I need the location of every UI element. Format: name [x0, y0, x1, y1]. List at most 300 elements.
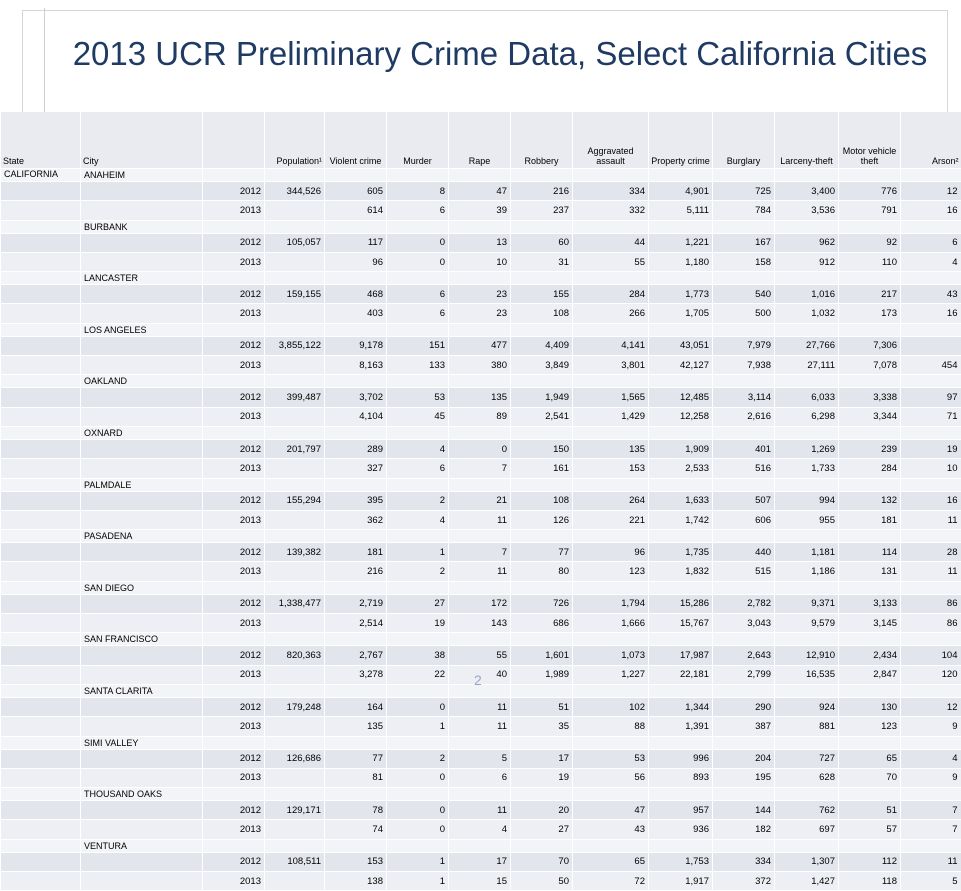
state-cell: [1, 768, 81, 787]
value-cell: 108: [511, 304, 573, 323]
empty-cell: [775, 839, 839, 852]
table-row: [1, 252, 961, 271]
year-cell: 2012: [203, 336, 265, 355]
empty-cell: [387, 478, 449, 491]
value-cell: 614: [325, 201, 387, 220]
empty-cell: [573, 323, 649, 336]
state-cell: [1, 285, 81, 304]
empty-cell: [387, 788, 449, 801]
year-cell: 2013: [203, 304, 265, 323]
table-header-row: [1, 112, 961, 169]
year-cell: 2013: [203, 872, 265, 891]
value-cell: 0: [387, 801, 449, 820]
empty-cell: [511, 530, 573, 543]
city-cell: [81, 872, 203, 891]
value-cell: [265, 304, 325, 323]
value-cell: [265, 407, 325, 426]
value-cell: 11: [901, 510, 961, 529]
value-cell: 86: [901, 594, 961, 613]
city-name-cell: SIMI VALLEY: [81, 736, 203, 749]
value-cell: 1: [387, 852, 449, 871]
empty-cell: [901, 633, 961, 646]
value-cell: 912: [775, 252, 839, 271]
value-cell: 40: [449, 665, 511, 684]
city-cell: [81, 594, 203, 613]
empty-cell: [573, 839, 649, 852]
empty-cell: [203, 839, 265, 852]
empty-cell: [901, 272, 961, 285]
value-cell: 0: [387, 768, 449, 787]
empty-cell: [775, 530, 839, 543]
header-year: [203, 112, 265, 169]
year-cell: 2012: [203, 491, 265, 510]
value-cell: 1,832: [649, 562, 713, 581]
empty-cell: [649, 426, 713, 439]
empty-cell: [775, 272, 839, 285]
value-cell: 19: [901, 439, 961, 458]
city-cell: [81, 820, 203, 839]
value-cell: 0: [387, 233, 449, 252]
value-cell: 468: [325, 285, 387, 304]
empty-cell: [573, 633, 649, 646]
value-cell: 114: [839, 543, 901, 562]
value-cell: 1,601: [511, 646, 573, 665]
value-cell: 139,382: [265, 543, 325, 562]
empty-cell: [649, 272, 713, 285]
value-cell: 195: [713, 768, 775, 787]
year-cell: 2013: [203, 717, 265, 736]
empty-cell: [387, 272, 449, 285]
year-cell: 2012: [203, 697, 265, 716]
value-cell: 13: [449, 233, 511, 252]
city-cell: [81, 665, 203, 684]
value-cell: [265, 872, 325, 891]
empty-cell: [511, 633, 573, 646]
empty-cell: [265, 323, 325, 336]
value-cell: 6: [387, 459, 449, 478]
value-cell: 92: [839, 233, 901, 252]
value-cell: [265, 356, 325, 375]
city-cell: [81, 304, 203, 323]
empty-cell: [713, 530, 775, 543]
city-cell: [81, 285, 203, 304]
state-cell: [1, 336, 81, 355]
value-cell: 2: [387, 749, 449, 768]
value-cell: 77: [511, 543, 573, 562]
value-cell: 372: [713, 872, 775, 891]
state-cell: [1, 633, 81, 646]
value-cell: 112: [839, 852, 901, 871]
value-cell: 1: [387, 717, 449, 736]
empty-cell: [775, 426, 839, 439]
empty-cell: [901, 788, 961, 801]
city-name-row: [1, 272, 961, 285]
value-cell: 151: [387, 336, 449, 355]
value-cell: 39: [449, 201, 511, 220]
value-cell: 16: [901, 201, 961, 220]
year-cell: 2012: [203, 439, 265, 458]
value-cell: 697: [775, 820, 839, 839]
value-cell: 6: [901, 233, 961, 252]
empty-cell: [649, 788, 713, 801]
empty-cell: [839, 375, 901, 388]
value-cell: 131: [839, 562, 901, 581]
value-cell: 380: [449, 356, 511, 375]
value-cell: 7,306: [839, 336, 901, 355]
value-cell: 133: [387, 356, 449, 375]
value-cell: 3,344: [839, 407, 901, 426]
value-cell: 11: [449, 801, 511, 820]
empty-cell: [387, 375, 449, 388]
value-cell: 3,043: [713, 614, 775, 633]
value-cell: 9,579: [775, 614, 839, 633]
city-name-cell: LOS ANGELES: [81, 323, 203, 336]
value-cell: 9,371: [775, 594, 839, 613]
value-cell: 167: [713, 233, 775, 252]
table-row: [1, 439, 961, 458]
value-cell: 4: [901, 749, 961, 768]
city-cell: [81, 717, 203, 736]
city-cell: [81, 749, 203, 768]
header-robbery: Robbery: [511, 112, 573, 169]
value-cell: [265, 717, 325, 736]
empty-cell: [387, 323, 449, 336]
empty-cell: [573, 375, 649, 388]
empty-cell: [449, 323, 511, 336]
value-cell: 1,073: [573, 646, 649, 665]
value-cell: 104: [901, 646, 961, 665]
state-cell: [1, 581, 81, 594]
empty-cell: [387, 633, 449, 646]
state-cell: [1, 182, 81, 201]
empty-cell: [839, 530, 901, 543]
value-cell: 266: [573, 304, 649, 323]
empty-cell: [573, 788, 649, 801]
value-cell: 102: [573, 697, 649, 716]
decorative-divider: [44, 8, 45, 128]
value-cell: 0: [387, 820, 449, 839]
year-cell: 2013: [203, 562, 265, 581]
empty-cell: [901, 839, 961, 852]
value-cell: [901, 336, 961, 355]
empty-cell: [713, 839, 775, 852]
empty-cell: [449, 375, 511, 388]
value-cell: 10: [901, 459, 961, 478]
value-cell: 129,171: [265, 801, 325, 820]
value-cell: 22,181: [649, 665, 713, 684]
empty-cell: [511, 272, 573, 285]
table-row: [1, 285, 961, 304]
value-cell: 776: [839, 182, 901, 201]
value-cell: 1,181: [775, 543, 839, 562]
city-cell: [81, 233, 203, 252]
value-cell: 5: [901, 872, 961, 891]
table-row: [1, 852, 961, 871]
empty-cell: [901, 684, 961, 697]
value-cell: 3,145: [839, 614, 901, 633]
empty-cell: [713, 323, 775, 336]
value-cell: 164: [325, 697, 387, 716]
value-cell: 2: [387, 562, 449, 581]
value-cell: 440: [713, 543, 775, 562]
empty-cell: [265, 375, 325, 388]
state-cell: [1, 788, 81, 801]
city-name-row: [1, 788, 961, 801]
value-cell: 881: [775, 717, 839, 736]
state-cell: [1, 614, 81, 633]
empty-cell: [713, 375, 775, 388]
city-name-cell: SAN DIEGO: [81, 581, 203, 594]
value-cell: 71: [901, 407, 961, 426]
value-cell: 4: [901, 252, 961, 271]
value-cell: 15: [449, 872, 511, 891]
state-cell: [1, 407, 81, 426]
empty-cell: [573, 581, 649, 594]
empty-cell: [775, 323, 839, 336]
value-cell: 1,186: [775, 562, 839, 581]
value-cell: 2,719: [325, 594, 387, 613]
city-name-cell: PASADENA: [81, 530, 203, 543]
state-cell: [1, 375, 81, 388]
year-cell: 2012: [203, 182, 265, 201]
value-cell: 6: [449, 768, 511, 787]
value-cell: 16: [901, 491, 961, 510]
value-cell: 144: [713, 801, 775, 820]
empty-cell: [449, 272, 511, 285]
value-cell: 4: [387, 510, 449, 529]
value-cell: 173: [839, 304, 901, 323]
value-cell: 7: [449, 543, 511, 562]
year-cell: 2012: [203, 233, 265, 252]
header-state: State: [1, 112, 81, 169]
value-cell: 1,391: [649, 717, 713, 736]
value-cell: 2,541: [511, 407, 573, 426]
empty-cell: [265, 633, 325, 646]
year-cell: 2013: [203, 820, 265, 839]
value-cell: 138: [325, 872, 387, 891]
value-cell: 1,633: [649, 491, 713, 510]
empty-cell: [449, 736, 511, 749]
empty-cell: [203, 633, 265, 646]
value-cell: 135: [325, 717, 387, 736]
empty-cell: [713, 633, 775, 646]
empty-cell: [203, 478, 265, 491]
empty-cell: [203, 581, 265, 594]
year-cell: 2012: [203, 801, 265, 820]
value-cell: 11: [901, 852, 961, 871]
state-cell: [1, 491, 81, 510]
empty-cell: [449, 633, 511, 646]
state-cell: [1, 543, 81, 562]
city-cell: [81, 459, 203, 478]
value-cell: 2: [387, 491, 449, 510]
empty-cell: [839, 633, 901, 646]
value-cell: 11: [449, 697, 511, 716]
empty-cell: [775, 633, 839, 646]
empty-cell: [901, 220, 961, 233]
value-cell: 4,104: [325, 407, 387, 426]
empty-cell: [649, 375, 713, 388]
value-cell: 9: [901, 717, 961, 736]
city-cell: [81, 510, 203, 529]
value-cell: 65: [839, 749, 901, 768]
state-cell: [1, 252, 81, 271]
city-name-cell: BURBANK: [81, 220, 203, 233]
empty-cell: [265, 426, 325, 439]
value-cell: 43,051: [649, 336, 713, 355]
value-cell: 237: [511, 201, 573, 220]
value-cell: 11: [449, 510, 511, 529]
value-cell: 45: [387, 407, 449, 426]
value-cell: 7: [901, 820, 961, 839]
value-cell: 158: [713, 252, 775, 271]
empty-cell: [511, 169, 573, 182]
empty-cell: [325, 530, 387, 543]
year-cell: 2012: [203, 749, 265, 768]
empty-cell: [649, 220, 713, 233]
city-name-row: [1, 839, 961, 852]
empty-cell: [511, 581, 573, 594]
empty-cell: [203, 788, 265, 801]
city-cell: [81, 182, 203, 201]
value-cell: 395: [325, 491, 387, 510]
state-cell: [1, 665, 81, 684]
value-cell: 2,533: [649, 459, 713, 478]
value-cell: 31: [511, 252, 573, 271]
value-cell: 123: [839, 717, 901, 736]
empty-cell: [839, 839, 901, 852]
header-violent-crime: Violent crime: [325, 112, 387, 169]
value-cell: 507: [713, 491, 775, 510]
empty-cell: [573, 426, 649, 439]
value-cell: 43: [901, 285, 961, 304]
value-cell: 96: [325, 252, 387, 271]
state-cell: [1, 304, 81, 323]
value-cell: 284: [839, 459, 901, 478]
state-cell: [1, 439, 81, 458]
header-larceny-theft: Larceny-theft: [775, 112, 839, 169]
empty-cell: [203, 169, 265, 182]
state-cell: [1, 684, 81, 697]
value-cell: 1,221: [649, 233, 713, 252]
value-cell: 962: [775, 233, 839, 252]
empty-cell: [325, 633, 387, 646]
value-cell: 399,487: [265, 388, 325, 407]
value-cell: 516: [713, 459, 775, 478]
empty-cell: [265, 839, 325, 852]
value-cell: 108,511: [265, 852, 325, 871]
header-city: City: [81, 112, 203, 169]
value-cell: 159,155: [265, 285, 325, 304]
value-cell: 74: [325, 820, 387, 839]
value-cell: 27: [511, 820, 573, 839]
state-cell: [1, 220, 81, 233]
value-cell: 893: [649, 768, 713, 787]
value-cell: 3,338: [839, 388, 901, 407]
empty-cell: [839, 169, 901, 182]
value-cell: 1,753: [649, 852, 713, 871]
value-cell: 762: [775, 801, 839, 820]
empty-cell: [265, 788, 325, 801]
value-cell: 60: [511, 233, 573, 252]
state-cell: [1, 272, 81, 285]
value-cell: 955: [775, 510, 839, 529]
empty-cell: [573, 478, 649, 491]
crime-data-table-container: [0, 112, 960, 887]
value-cell: 515: [713, 562, 775, 581]
state-cell: [1, 459, 81, 478]
empty-cell: [203, 375, 265, 388]
table-row: [1, 388, 961, 407]
value-cell: 2,643: [713, 646, 775, 665]
value-cell: 9,178: [325, 336, 387, 355]
value-cell: 4,901: [649, 182, 713, 201]
table-row: [1, 543, 961, 562]
value-cell: 123: [573, 562, 649, 581]
city-name-row: [1, 581, 961, 594]
value-cell: 27: [387, 594, 449, 613]
empty-cell: [839, 272, 901, 285]
value-cell: 132: [839, 491, 901, 510]
empty-cell: [325, 839, 387, 852]
city-name-row: [1, 478, 961, 491]
empty-cell: [203, 272, 265, 285]
empty-cell: [839, 788, 901, 801]
state-cell: [1, 646, 81, 665]
value-cell: 7: [449, 459, 511, 478]
table-row: [1, 614, 961, 633]
value-cell: 47: [449, 182, 511, 201]
value-cell: 1,032: [775, 304, 839, 323]
empty-cell: [325, 323, 387, 336]
empty-cell: [449, 220, 511, 233]
value-cell: 108: [511, 491, 573, 510]
value-cell: 0: [387, 252, 449, 271]
value-cell: 994: [775, 491, 839, 510]
empty-cell: [775, 220, 839, 233]
value-cell: [265, 614, 325, 633]
value-cell: 4: [449, 820, 511, 839]
value-cell: 51: [839, 801, 901, 820]
value-cell: 1,705: [649, 304, 713, 323]
value-cell: 11: [449, 562, 511, 581]
value-cell: 15,767: [649, 614, 713, 633]
value-cell: 96: [573, 543, 649, 562]
value-cell: 55: [573, 252, 649, 271]
value-cell: 1: [387, 543, 449, 562]
value-cell: 153: [573, 459, 649, 478]
value-cell: 53: [387, 388, 449, 407]
city-name-row: [1, 633, 961, 646]
table-row: [1, 749, 961, 768]
value-cell: 996: [649, 749, 713, 768]
value-cell: 118: [839, 872, 901, 891]
value-cell: 1,565: [573, 388, 649, 407]
page-number: 2: [474, 672, 482, 688]
value-cell: 5: [449, 749, 511, 768]
empty-cell: [511, 736, 573, 749]
value-cell: [265, 510, 325, 529]
year-cell: 2013: [203, 459, 265, 478]
value-cell: 784: [713, 201, 775, 220]
empty-cell: [901, 581, 961, 594]
value-cell: 477: [449, 336, 511, 355]
value-cell: 7,979: [713, 336, 775, 355]
value-cell: [265, 201, 325, 220]
empty-cell: [325, 169, 387, 182]
year-cell: 2013: [203, 665, 265, 684]
value-cell: 1,742: [649, 510, 713, 529]
